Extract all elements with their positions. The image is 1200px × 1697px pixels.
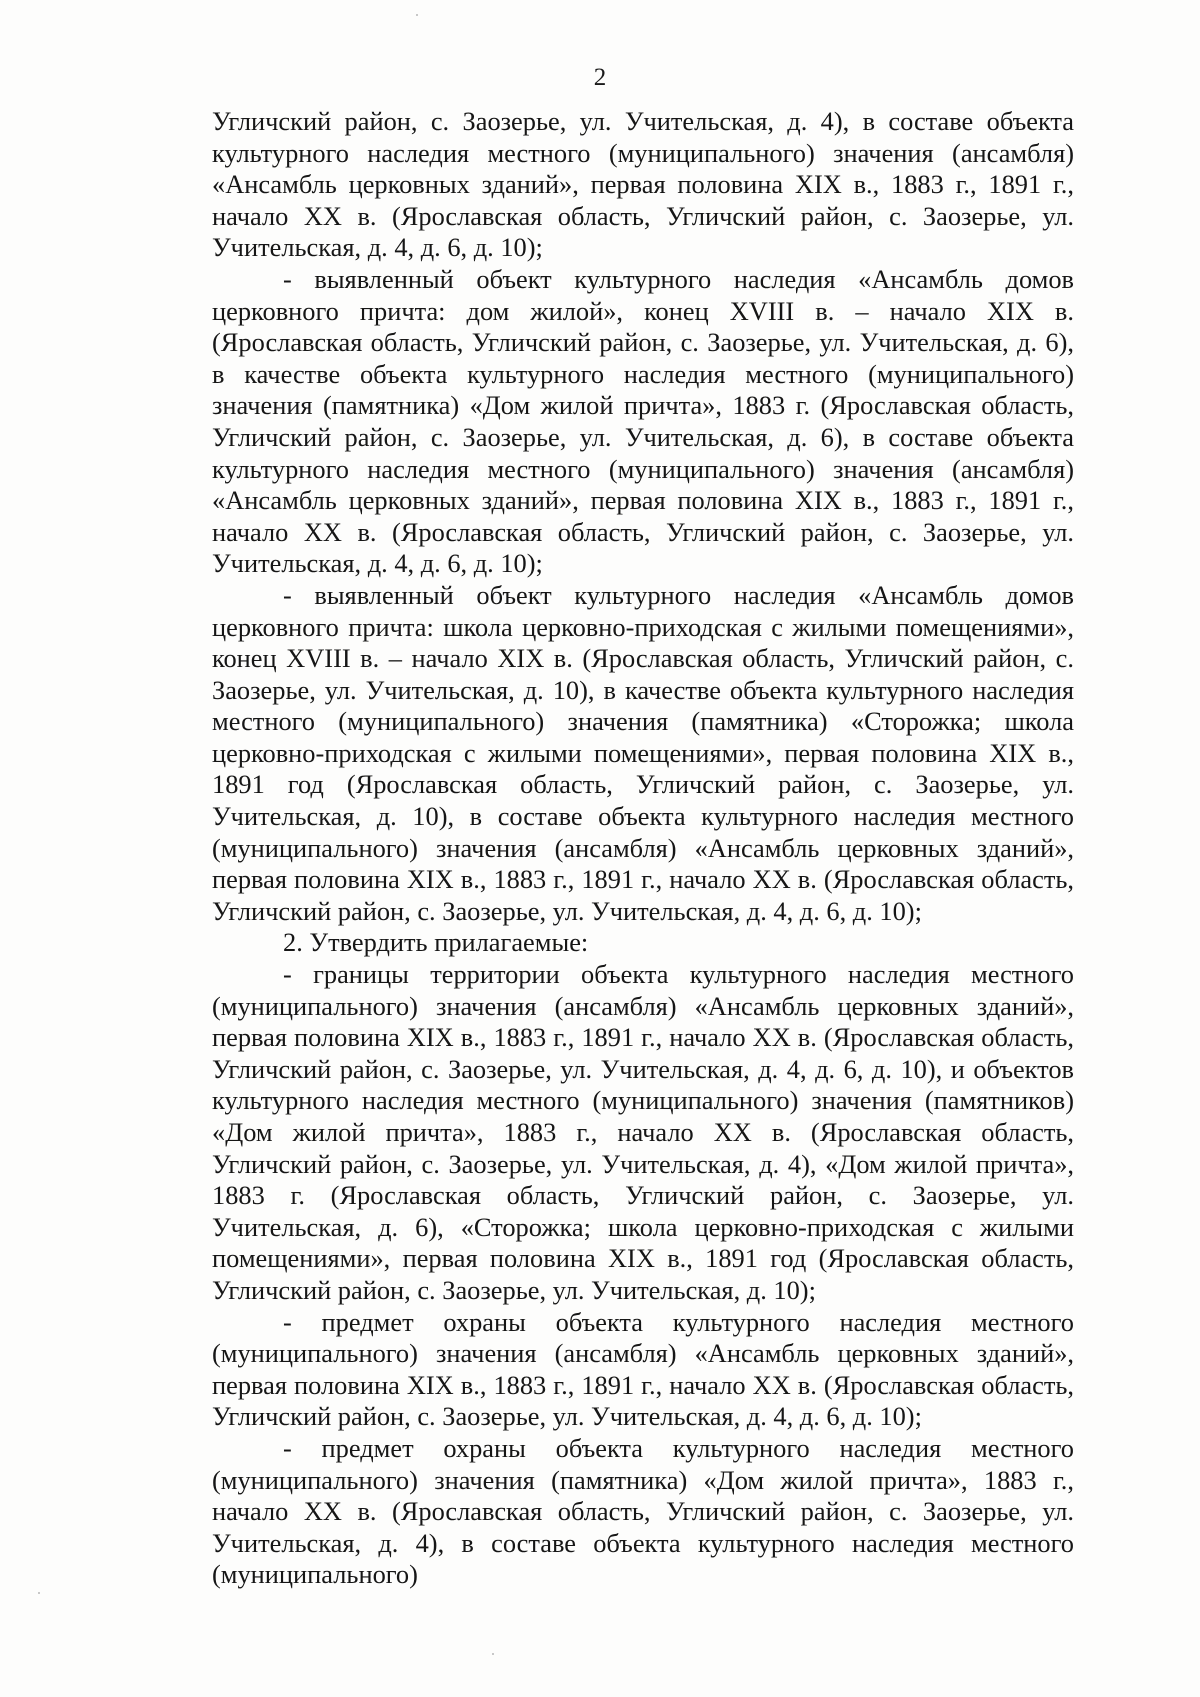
paragraph-continuation: Угличский район, с. Заозерье, ул. Учительская, д. 4), в составе объекта культурного наследия местного (муниципального) значения (ансамбля) «Ансамбль церковных зданий», первая половина XIX в., 1883 г., 1891 г., начало XX в. (Ярославская область, Угличский район, с. Заозерье, ул. Учительская, д. 4, д. 6, д. 10); xyxy=(212,106,1074,263)
paragraph-identified-object-school: - выявленный объект культурного наследия «Ансамбль домов церковного причта: школа церковно-приходская с жилыми помещениями», конец XVIII в. – начало XIX в. (Ярославская область, Угличский район, с. Заозерье, ул. Учительская, д. 10), в качестве объекта культурного наследия местного (муниципального) значения (памятника) «Сторожка; школа церковно-приходская с жилыми помещениями», первая половина XIX в., 1891 год (Ярославская область, Угличский район, с. Заозерье, ул. Учительская, д. 10), в составе объекта культурного наследия местного (муниципального) значения (ансамбля) «Ансамбль церковных зданий», первая половина XIX в., 1883 г., 1891 г., начало XX в. (Ярославская область, Угличский район, с. Заозерье, ул. Учительская, д. 4, д. 6, д. 10); xyxy=(212,579,1074,926)
scan-speck xyxy=(492,1653,494,1655)
paragraph-territory-boundaries: - границы территории объекта культурного наследия местного (муниципального) значения (ансамбля) «Ансамбль церковных зданий», первая половина XIX в., 1883 г., 1891 г., начало XX в. (Ярославская область, Угличский район, с. Заозерье, ул. Учительская, д. 4, д. 6, д. 10), и объектов культурного наследия местного (муниципального) значения (памятников) «Дом жилой причта», 1883 г., начало XX в. (Ярославская область, Угличский район, с. Заозерье, ул. Учительская, д. 4), «Дом жилой причта», 1883 г. (Ярославская область, Угличский район, с. Заозерье, ул. Учительская, д. 6), «Сторожка; школа церковно-приходская с жилыми помещениями», первая половина XIX в., 1891 год (Ярославская область, Угличский район, с. Заозерье, ул. Учительская, д. 10); xyxy=(212,959,1074,1305)
paragraph-identified-object-house: - выявленный объект культурного наследия «Ансамбль домов церковного причта: дом жилой», конец XVIII в. – начало XIX в. (Ярославская область, Угличский район, с. Заозерье, ул. Учительская, д. 6), в качестве объекта культурного наследия местного (муниципального) значения (памятника) «Дом жилой причта», 1883 г. (Ярославская область, Угличский район, с. Заозерье, ул. Учительская, д. 6), в составе объекта культурного наследия местного (муниципального) значения (ансамбля) «Ансамбль церковных зданий», первая половина XIX в., 1883 г., 1891 г., начало XX в. (Ярославская область, Угличский район, с. Заозерье, ул. Учительская, д. 4, д. 6, д. 10); xyxy=(212,263,1074,579)
paragraph-approve-heading: 2. Утвердить прилагаемые: xyxy=(283,927,589,958)
page-number: 2 xyxy=(593,64,607,91)
paragraph-protection-subject-ensemble: - предмет охраны объекта культурного наследия местного (муниципального) значения (ансамбля) «Ансамбль церковных зданий», первая половина XIX в., 1883 г., 1891 г., начало XX в. (Ярославская область, Угличский район, с. Заозерье, ул. Учительская, д. 4, д. 6, д. 10); xyxy=(212,1306,1074,1432)
scan-speck xyxy=(38,1592,40,1594)
scan-speck xyxy=(416,14,418,16)
document-body xyxy=(212,106,1074,1591)
paragraph-protection-subject-monument: - предмет охраны объекта культурного наследия местного (муниципального) значения (памятника) «Дом жилой причта», 1883 г., начало XX в. (Ярославская область, Угличский район, с. Заозерье, ул. Учительская, д. 4), в составе объекта культурного наследия местного (муниципального) xyxy=(212,1432,1074,1590)
